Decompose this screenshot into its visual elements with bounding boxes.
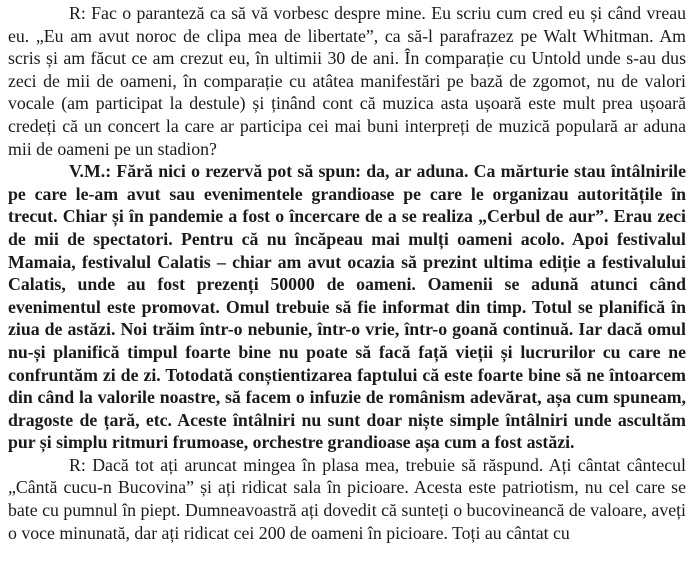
paragraph-vm-answer: V.M.: Fără nici o rezervă pot să spun: da, ar aduna. Ca mărturie stau întâlnirile pe care le-am avut sau evenimentele grandioase pe care le organizau autoritățile în trecut. Chiar și în pandemie a fost o încercare de a se realiza „Cerbul de aur”. Erau zeci de mii de spectatori. Pentru că nu încăpeau mai mulți oameni acolo. Apoi festivalul Mamaia, festivalul Calatis – chiar am avut ocazia să prezint ultima ediție a festivalului Calatis, unde au fost prezenți 50000 de oameni. Oamenii se adună atunci când evenimentul este promovat. Omul trebuie să fie informat din timp. Totul se planifică în ziua de astăzi. Noi trăim într-o nebunie, într-o vrie, într-o goană continuă. Iar dacă omul nu-și planifică timpul foarte bine nu poate să facă față vieții și lucrurilor cu care ne confruntăm zi de zi. Totodată conștientizarea faptului că este foarte bine să ne întoarcem din când la valorile noastre, să facem o infuzie de românism adevărat, așa cum spuneam, dragoste de țară, etc. Aceste întâlniri nu sunt doar niște simple întâlniri unde ascultăm pur și simplu ritmuri frumoase, orchestre grandioase așa cum a fost astăzi.: [8, 161, 686, 453]
paragraph-reporter-question: R: Fac o paranteză ca să vă vorbesc despre mine. Eu scriu cum cred eu și când vreau eu. „Eu am avut noroc de clipa mea de libertate”, ca să-l parafrazez pe Walt Whitman. Am scris și am făcut ce am crezut eu, în ultimii 30 de ani. În comparație cu Untold unde s-au dus zeci de mii de oameni, în comparație cu atâtea manifestări pe bază de zgomot, nu de valori vocale (am participat la destule) și ținând cont că muzica asta ușoară este mult prea ușoară credeți că un concert la care ar participa cei mai buni interpreți de muzică populară ar aduna mii de oameni pe un stadion?: [8, 3, 686, 159]
document-page: [8, 2, 686, 544]
paragraph-reporter-followup: R: Dacă tot ați aruncat mingea în plasa mea, trebuie să răspund. Ați cântat cântecul „Cântă cucu-n Bucovina” și ați ridicat sala în picioare. Acesta este patriotism, nu cel care se bate cu pumnul în piept. Dumneavoastră ați dovedit că sunteți o bucovineancă de valoare, aveți o voce minunată, dar ați ridicat cei 200 de oameni în picioare. Toți au cântat cu: [8, 454, 686, 543]
